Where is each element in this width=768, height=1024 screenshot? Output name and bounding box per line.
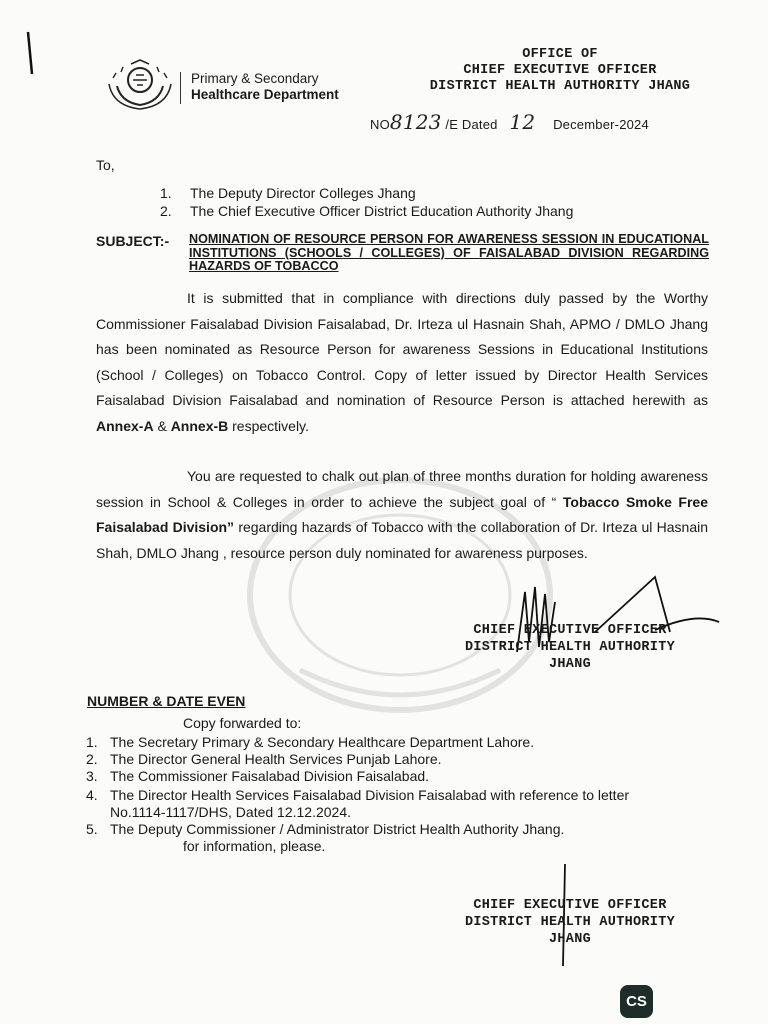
ref-day-handwritten: 12 bbox=[509, 110, 536, 134]
office-line-2: CHIEF EXECUTIVE OFFICER bbox=[463, 63, 657, 78]
header-divider bbox=[180, 72, 181, 104]
recipient-2: 2. The Chief Executive Officer District Education Authority Jhang bbox=[160, 203, 574, 219]
subject-text: NOMINATION OF RESOURCE PERSON FOR AWARENESS SESSION IN EDUCATIONAL INSTITUTIONS (SCHOOLS / COLLEGES) OF FAISALABAD DIVISION REGARDING HAZARDS OF TOBACCO bbox=[189, 232, 709, 274]
campaign-name: Tobacco Smoke Free Faisalabad Division” bbox=[96, 493, 709, 535]
ref-mid: /E Dated bbox=[445, 117, 498, 132]
department-name bbox=[191, 71, 339, 103]
copy-forwarded-label: Copy forwarded to: bbox=[183, 715, 302, 731]
annex-a: Annex-A bbox=[96, 417, 154, 434]
signature-block-1: CHIEF EXECUTIVE OFFICER DISTRICT HEALTH AUTHORITY JHANG bbox=[464, 623, 676, 672]
office-line-3: DISTRICT HEALTH AUTHORITY JHANG bbox=[429, 79, 691, 94]
ref-number-handwritten: 8123 bbox=[389, 110, 442, 134]
department-line-1: Primary & Secondary bbox=[191, 71, 319, 86]
cc-item-2: 2. The Director General Health Services Punjab Lahore. bbox=[86, 751, 442, 767]
cc-item-3: 3. The Commissioner Faisalabad Division Faisalabad. bbox=[86, 768, 430, 784]
annex-b: Annex-B bbox=[170, 417, 229, 434]
office-line-1: OFFICE OF bbox=[522, 47, 598, 62]
ref-prefix: NO bbox=[370, 117, 390, 132]
reference-number bbox=[370, 110, 649, 134]
body-paragraph-2: You are requested to chalk out plan of three months duration for holding awareness session in School & Colleges in order to achieve the subject goal of “ Tobacco Smoke Free Faisalabad Division” regarding hazards of Tobacco with the collaboration of Dr. Irteza ul Hasnain Shah, DMLO Jhang , resource person duly nominated for awareness purposes. bbox=[96, 468, 709, 561]
cc-item-1: 1. The Secretary Primary & Secondary Healthcare Department Lahore. bbox=[86, 734, 535, 750]
subject-label: SUBJECT:- bbox=[96, 233, 170, 249]
salutation-to: To, bbox=[96, 157, 115, 173]
recipient-1: 1. The Deputy Director Colleges Jhang bbox=[160, 185, 416, 201]
cc-item-4-continuation: No.1114-1117/DHS, Dated 12.12.2024. bbox=[110, 804, 352, 820]
signature-block-2: CHIEF EXECUTIVE OFFICER DISTRICT HEALTH AUTHORITY JHANG bbox=[464, 898, 676, 947]
body-paragraph-1: It is submitted that in compliance with directions duly passed by the Worthy Commissioner Faisalabad Division Faisalabad, Dr. Irteza ul Hasnain Shah, APMO / DMLO Jhang has been nominated as Resource Person for awareness Sessions in Educational Institutions (School / Colleges) on Tobacco Control. Copy of letter issued by Director Health Services Faisalabad Division Faisalabad and nomination of Resource Person is attached herewith as Annex-A & Annex-B respectively. bbox=[96, 290, 708, 434]
punjab-emblem-logo bbox=[103, 58, 177, 110]
ref-month-year: December-2024 bbox=[553, 117, 649, 132]
department-line-2: Healthcare Department bbox=[191, 87, 339, 102]
camscanner-badge: CS bbox=[620, 985, 653, 1018]
for-information-note: for information, please. bbox=[183, 838, 326, 854]
pen-mark bbox=[20, 28, 40, 78]
cc-item-5: 5. The Deputy Commissioner / Administrator District Health Authority Jhang. bbox=[86, 821, 565, 837]
cc-item-4: 4. The Director Health Services Faisalabad Division Faisalabad with reference to letter bbox=[86, 787, 630, 803]
number-date-even-heading: NUMBER & DATE EVEN bbox=[87, 693, 246, 709]
office-title bbox=[380, 47, 740, 95]
